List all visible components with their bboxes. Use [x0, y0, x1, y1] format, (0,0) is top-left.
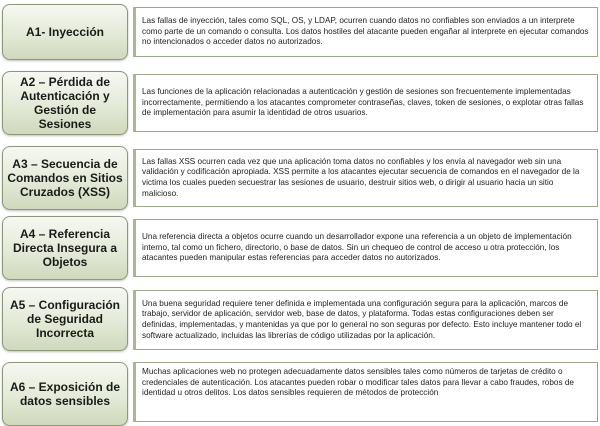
item-description-box — [133, 362, 598, 422]
item-title: A5 – Configuración de Seguridad Incorrecta — [2, 287, 128, 351]
item-description-box — [133, 290, 598, 350]
item-description-box — [133, 149, 598, 207]
item-description: Muchas aplicaciones web no protegen adecuadamente datos sensibles tales como números de tarjetas de crédito o credenciales de autenticación. Los atacantes pueden robar o modificar tales datos para llevar a cabo fraudes, robos de identidad u otros delitos. Los datos sensibles requieren de métodos de protección — [142, 367, 574, 398]
item-description: Una referencia directa a objetos ocurre cuando un desarrollador expone una referencia a un objeto de implementación interno, tal como un fichero, directorio, o base de datos. Sin un chequeo de control de acceso u otra protección, los atacantes pueden manipular estas referencias para acceder datos no autorizados. — [142, 232, 572, 263]
item-title: A6 – Exposición de datos sensibles — [2, 362, 128, 426]
item-title: A1- Inyección — [2, 4, 128, 60]
item-title: A4 – Referencia Directa Insegura a Objetos — [2, 216, 128, 280]
item-description: Las fallas de inyección, tales como SQL, OS, y LDAP, ocurren cuando datos no confiables son enviados a un interprete como parte de un comando o consulta. Los datos hostiles del atacante pueden engañar al interprete en ejecutar comandos no intencionados o acceder datos no autorizados. — [142, 16, 589, 47]
item-description: Una buena seguridad requiere tener definida e implementada una configuración segura para la aplicación, marcos de trabajo, servidor de aplicación, servidor web, base de datos, y plataforma. Todas estas configuraciones deben ser definidas, implementadas, y mantenidas ya que por lo general no son seguras por defecto. Esto incluye mantener todo el software actualizado, incluidas las librerías de código utilizadas por la aplicación. — [142, 298, 582, 340]
item-description-box — [133, 7, 598, 57]
item-description: Las fallas XSS ocurren cada vez que una aplicación toma datos no confiables y los envía al navegador web sin una validación y codificación apropiada. XSS permite a los atacantes ejecutar secuencia de comandos en el navegador de la victima los cuales pueden secuestrar las sesiones de usuario, destruir sitios web, o dirigir al usuario hacia un sitio malicioso. — [142, 156, 580, 198]
item-description: Las funciones de la aplicación relacionadas a autenticación y gestión de sesiones son frecuentemente implementadas incorrectamente, permitiendo a los atacantes comprometer contraseñas, claves, token de sesiones, o explotar otras fallas de implementación para asumir la identidad de otros usuarios. — [142, 87, 584, 118]
item-description-box — [133, 219, 598, 277]
item-title: A2 – Pérdida de Autenticación y Gestión de Sesiones — [2, 71, 128, 135]
item-title: A3 – Secuencia de Comandos en Sitios Cruzados (XSS) — [2, 146, 128, 210]
item-description-box — [133, 74, 598, 132]
